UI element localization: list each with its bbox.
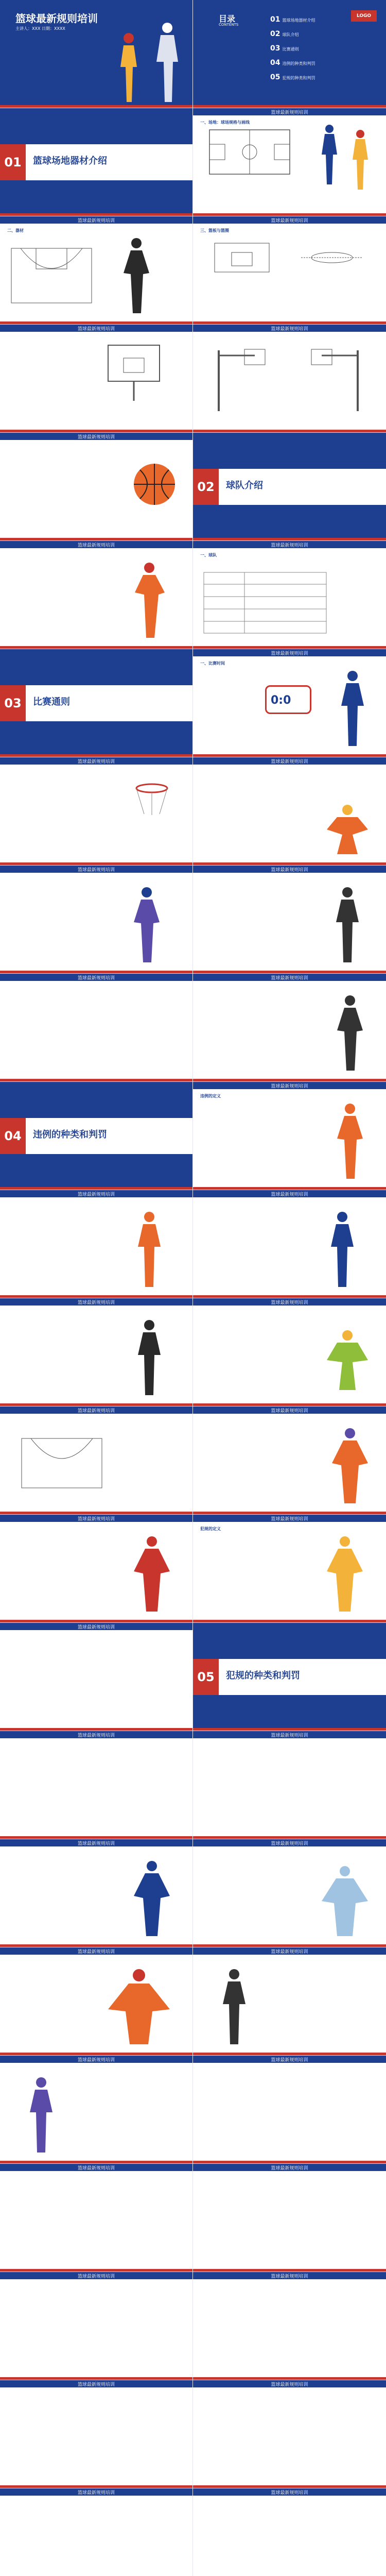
cover-title: 篮球最新规则培训 <box>15 12 98 25</box>
band-title: 篮球最新规则培训 <box>271 2490 308 2496</box>
red-stripe <box>0 2053 192 2055</box>
band-title: 篮球最新规则培训 <box>271 651 308 656</box>
red-stripe <box>0 538 192 540</box>
band-title: 篮球最新规则培训 <box>77 435 115 440</box>
content-slide <box>193 649 386 757</box>
section-number: 04 <box>0 1118 26 1154</box>
slide-heading: 一、球队 <box>200 553 217 557</box>
band-title: 篮球最新规则培训 <box>77 976 115 981</box>
content-slide <box>193 757 386 866</box>
row-14 <box>0 1406 386 1515</box>
cover-slide <box>0 0 193 108</box>
title-band <box>193 2056 386 2063</box>
toc-item-number: 03 <box>270 44 280 53</box>
player-silhouette-icon <box>322 1211 363 1288</box>
red-stripe <box>0 2485 192 2488</box>
red-stripe <box>193 1512 386 1514</box>
red-stripe <box>0 971 192 973</box>
slide-heading: 三、篮板与篮圈 <box>200 228 229 233</box>
content-slide <box>0 866 193 974</box>
toc-item-number: 02 <box>270 30 280 38</box>
band-title: 篮球最新规则培训 <box>271 1409 308 1414</box>
player-silhouette-icon <box>129 1860 175 1937</box>
band-title: 篮球最新规则培训 <box>271 2058 308 2063</box>
band-title: 篮球最新规则培训 <box>271 868 308 873</box>
red-stripe <box>193 1836 386 1839</box>
court-diagram-icon <box>10 247 93 304</box>
red-stripe <box>0 1295 192 1298</box>
logo-badge: LOGO <box>351 10 377 22</box>
content-slide <box>0 1731 193 1839</box>
slide-heading: 二、器材 <box>7 228 24 233</box>
section-slide-03 <box>0 649 193 757</box>
band-title: 篮球最新规则培训 <box>77 2382 115 2387</box>
red-stripe <box>193 213 386 216</box>
row-19 <box>0 1947 386 2056</box>
content-slide <box>193 2488 386 2576</box>
content-slide <box>193 541 386 649</box>
row-3 <box>0 216 386 325</box>
content-slide <box>0 541 193 649</box>
title-band <box>193 866 386 873</box>
red-stripe <box>0 105 192 108</box>
title-band <box>193 2380 386 2387</box>
red-stripe <box>0 430 192 432</box>
band-title: 篮球最新规则培训 <box>271 1733 308 1738</box>
section-banner <box>193 469 386 505</box>
player-silhouette-icon <box>129 1535 175 1613</box>
red-stripe <box>193 862 386 865</box>
title-band <box>0 2488 192 2496</box>
red-stripe <box>193 1295 386 1298</box>
band-title: 篮球最新规则培训 <box>271 218 308 224</box>
section-slide-05 <box>193 1623 386 1731</box>
player-silhouette-icon <box>118 237 154 314</box>
band-title: 篮球最新规则培训 <box>77 1517 115 1522</box>
player-silhouette-icon <box>129 1319 170 1396</box>
player-silhouette-icon <box>327 886 368 963</box>
content-slide <box>193 2056 386 2164</box>
content-slide <box>0 433 193 541</box>
red-stripe <box>0 754 192 757</box>
slide-heading: 犯规的定义 <box>200 1527 221 1531</box>
band-title: 篮球最新规则培训 <box>77 2058 115 2063</box>
red-stripe <box>193 1620 386 1622</box>
player-silhouette-icon <box>317 124 342 185</box>
section-slide-01 <box>0 108 193 216</box>
title-band <box>193 1947 386 1955</box>
player-silhouette-icon <box>129 1211 170 1288</box>
red-stripe <box>193 2161 386 2163</box>
player-silhouette-icon <box>322 804 373 855</box>
title-band <box>0 541 192 548</box>
row-21 <box>0 2164 386 2272</box>
content-slide <box>193 1406 386 1515</box>
red-stripe <box>193 2269 386 2272</box>
section-number: 02 <box>193 469 219 505</box>
toc-item-number: 05 <box>270 73 280 81</box>
content-slide <box>193 1839 386 1947</box>
content-slide <box>193 974 386 1082</box>
title-band <box>193 649 386 656</box>
row-17 <box>0 1731 386 1839</box>
red-stripe <box>193 538 386 540</box>
hoop-stand-icon <box>306 345 368 412</box>
band-title: 篮球最新规则培训 <box>77 2490 115 2496</box>
red-stripe <box>0 1403 192 1406</box>
row-9 <box>0 866 386 974</box>
red-stripe <box>193 2053 386 2055</box>
band-title: 篮球最新规则培训 <box>271 1950 308 1955</box>
toc-item[interactable] <box>270 30 299 38</box>
title-band <box>193 1298 386 1306</box>
title-band <box>0 433 192 440</box>
content-slide <box>193 108 386 216</box>
score-digits: 0:0 <box>271 694 291 707</box>
content-slide <box>193 1731 386 1839</box>
band-title: 篮球最新规则培训 <box>271 2274 308 2279</box>
band-title: 篮球最新规则培训 <box>77 1841 115 1846</box>
section-title: 比赛通则 <box>33 697 70 707</box>
title-band <box>0 325 192 332</box>
band-title: 篮球最新规则培训 <box>77 218 115 224</box>
player-silhouette-icon <box>214 1968 255 2045</box>
title-band <box>193 974 386 981</box>
red-stripe <box>193 754 386 757</box>
title-band <box>0 2056 192 2063</box>
red-stripe <box>0 1079 192 1081</box>
title-band <box>0 866 192 873</box>
red-stripe <box>193 105 386 108</box>
section-slide-04 <box>0 1082 193 1190</box>
band-title: 篮球最新规则培训 <box>77 2274 115 2279</box>
title-band <box>193 1190 386 1197</box>
red-stripe <box>0 862 192 865</box>
band-title: 篮球最新规则培训 <box>271 2382 308 2387</box>
hoop-stand-icon <box>208 345 270 412</box>
band-title: 篮球最新规则培训 <box>77 543 115 548</box>
toc-item-label: 比赛通则 <box>282 47 299 52</box>
content-slide <box>0 325 193 433</box>
red-stripe <box>0 321 192 324</box>
player-silhouette-icon <box>332 994 368 1072</box>
title-band <box>0 1298 192 1306</box>
section-title: 篮球场地器材介绍 <box>33 156 107 166</box>
toc-subheading: CONTENTS <box>219 23 239 27</box>
title-band <box>0 1515 192 1522</box>
row-12 <box>0 1190 386 1298</box>
content-slide <box>0 1515 193 1623</box>
row-6 <box>0 541 386 649</box>
toc-heading: 目录 <box>219 14 236 24</box>
band-title: 篮球最新规则培训 <box>271 110 308 115</box>
title-band <box>0 1406 192 1414</box>
content-slide <box>0 1406 193 1515</box>
title-band <box>0 1623 192 1630</box>
red-stripe <box>0 1620 192 1622</box>
row-5 <box>0 433 386 541</box>
toc-item-label: 犯规的种类和判罚 <box>282 76 315 80</box>
band-title: 篮球最新规则培训 <box>77 1300 115 1306</box>
title-band <box>193 1406 386 1414</box>
row-18 <box>0 1839 386 1947</box>
title-band <box>193 1839 386 1846</box>
band-title: 篮球最新规则培训 <box>77 1950 115 1955</box>
content-slide <box>0 1623 193 1731</box>
title-band <box>0 2164 192 2171</box>
title-band <box>193 2272 386 2279</box>
player-silhouette-icon <box>149 21 185 103</box>
row-15 <box>0 1515 386 1623</box>
toc-slide <box>193 0 386 108</box>
band-title: 篮球最新规则培训 <box>77 1733 115 1738</box>
content-slide <box>0 757 193 866</box>
band-title: 篮球最新规则培训 <box>77 1625 115 1630</box>
title-band <box>0 974 192 981</box>
player-silhouette-icon <box>21 2076 62 2154</box>
player-silhouette-icon <box>327 1427 373 1504</box>
red-stripe <box>0 1187 192 1190</box>
player-silhouette-icon <box>317 1865 373 1937</box>
toc-item[interactable] <box>270 73 315 81</box>
content-slide <box>193 1947 386 2056</box>
content-slide <box>0 1947 193 2056</box>
title-band <box>0 216 192 224</box>
row-1 <box>0 0 386 108</box>
row-24 <box>0 2488 386 2576</box>
row-23 <box>0 2380 386 2488</box>
title-band <box>0 2272 192 2279</box>
content-slide <box>0 2488 193 2576</box>
band-title: 篮球最新规则培训 <box>271 976 308 981</box>
player-silhouette-icon <box>332 670 373 747</box>
red-stripe <box>193 1187 386 1190</box>
content-slide <box>0 1298 193 1406</box>
title-band <box>193 2488 386 2496</box>
red-stripe <box>0 213 192 216</box>
section-title: 犯规的种类和判罚 <box>226 1670 300 1681</box>
toc-item-number: 04 <box>270 59 280 67</box>
section-number: 01 <box>0 144 26 180</box>
content-slide <box>193 2272 386 2380</box>
content-slide <box>193 216 386 325</box>
player-silhouette-icon <box>129 562 170 639</box>
red-stripe <box>193 1403 386 1406</box>
red-stripe <box>193 2485 386 2488</box>
court-diagram-icon <box>208 129 291 175</box>
title-band <box>193 108 386 115</box>
band-title: 篮球最新规则培训 <box>77 759 115 765</box>
row-7 <box>0 649 386 757</box>
toc-item-label: 篮球场地器材介绍 <box>282 18 315 23</box>
title-band <box>0 1190 192 1197</box>
content-slide <box>0 2272 193 2380</box>
content-slide <box>0 1839 193 1947</box>
slide-heading: 一、场地：球场规格与画线 <box>200 120 250 125</box>
red-stripe <box>193 971 386 973</box>
player-silhouette-icon <box>108 31 149 103</box>
scoreboard-icon <box>265 685 311 714</box>
content-slide <box>193 325 386 433</box>
player-silhouette-icon <box>322 1329 373 1391</box>
title-band <box>0 2380 192 2387</box>
title-band <box>193 216 386 224</box>
red-stripe <box>193 1944 386 1947</box>
band-title: 篮球最新规则培训 <box>271 327 308 332</box>
title-band <box>0 1731 192 1738</box>
content-slide <box>193 2380 386 2488</box>
band-title: 篮球最新规则培训 <box>77 327 115 332</box>
content-slide <box>0 216 193 325</box>
band-title: 篮球最新规则培训 <box>271 1192 308 1197</box>
backboard-diagram-icon <box>103 340 165 402</box>
toc-item[interactable] <box>270 44 299 53</box>
red-stripe <box>0 1728 192 1731</box>
section-title: 球队介绍 <box>226 480 263 491</box>
row-8 <box>0 757 386 866</box>
content-slide <box>193 1298 386 1406</box>
red-stripe <box>193 1728 386 1731</box>
rules-table-icon <box>203 572 327 634</box>
player-silhouette-icon <box>129 886 165 963</box>
red-stripe <box>0 1944 192 1947</box>
band-title: 篮球最新规则培训 <box>77 868 115 873</box>
player-silhouette-icon <box>332 1103 368 1180</box>
content-slide <box>0 2164 193 2272</box>
band-title: 篮球最新规则培训 <box>77 1192 115 1197</box>
row-11 <box>0 1082 386 1190</box>
content-slide <box>193 2164 386 2272</box>
title-band <box>193 1515 386 1522</box>
toc-item[interactable] <box>270 59 315 67</box>
cover-subtitle: 主讲人：XXX 日期：XXXX <box>15 26 65 31</box>
basketball-icon <box>129 459 180 510</box>
toc-item-label: 违例的种类和判罚 <box>282 61 315 66</box>
band-title: 篮球最新规则培训 <box>271 1084 308 1089</box>
hoop-icon <box>129 773 175 819</box>
row-10 <box>0 974 386 1082</box>
content-slide <box>0 1190 193 1298</box>
player-silhouette-icon <box>103 1968 175 2045</box>
band-title: 篮球最新规则培训 <box>271 543 308 548</box>
title-band <box>193 1731 386 1738</box>
section-title: 违例的种类和判罚 <box>33 1129 107 1140</box>
band-title: 篮球最新规则培训 <box>271 759 308 765</box>
title-band <box>193 325 386 332</box>
red-stripe <box>193 430 386 432</box>
band-title: 篮球最新规则培训 <box>271 2166 308 2171</box>
red-stripe <box>0 2161 192 2163</box>
title-band <box>0 757 192 765</box>
red-stripe <box>193 646 386 649</box>
content-slide <box>0 2056 193 2164</box>
section-banner <box>0 685 193 721</box>
section-slide-02 <box>193 433 386 541</box>
content-slide <box>0 2380 193 2488</box>
section-number: 05 <box>193 1659 219 1695</box>
player-silhouette-icon <box>322 1535 368 1613</box>
row-2 <box>0 108 386 216</box>
red-stripe <box>0 1836 192 1839</box>
content-slide <box>0 974 193 1082</box>
row-22 <box>0 2272 386 2380</box>
band-title: 篮球最新规则培训 <box>77 2166 115 2171</box>
slide-heading: 一、比赛时间 <box>200 661 225 666</box>
row-13 <box>0 1298 386 1406</box>
red-stripe <box>0 2269 192 2272</box>
player-silhouette-icon <box>347 129 373 191</box>
title-band <box>193 541 386 548</box>
content-slide <box>193 1190 386 1298</box>
band-title: 篮球最新规则培训 <box>77 1409 115 1414</box>
title-band <box>193 2164 386 2171</box>
toc-item-number: 01 <box>270 15 280 24</box>
red-stripe <box>193 1079 386 1081</box>
hoop-diagram-icon <box>296 242 368 273</box>
content-slide <box>193 866 386 974</box>
band-title: 篮球最新规则培训 <box>271 1517 308 1522</box>
row-20 <box>0 2056 386 2164</box>
band-title: 篮球最新规则培训 <box>271 1300 308 1306</box>
red-stripe <box>0 646 192 649</box>
content-slide <box>193 1082 386 1190</box>
title-band <box>0 1947 192 1955</box>
red-stripe <box>193 321 386 324</box>
red-stripe <box>193 2377 386 2380</box>
title-band <box>0 1839 192 1846</box>
section-number: 03 <box>0 685 26 721</box>
content-slide <box>193 1515 386 1623</box>
court-diagram-icon <box>21 1437 103 1489</box>
row-4 <box>0 325 386 433</box>
backboard-diagram-icon <box>214 242 270 273</box>
row-16 <box>0 1623 386 1731</box>
red-stripe <box>0 2377 192 2380</box>
title-band <box>193 757 386 765</box>
toc-item[interactable] <box>270 15 315 24</box>
title-band <box>193 1082 386 1089</box>
toc-item-label: 球队介绍 <box>282 32 299 37</box>
slide-heading: 违例的定义 <box>200 1094 221 1098</box>
band-title: 篮球最新规则培训 <box>271 1841 308 1846</box>
red-stripe <box>0 1512 192 1514</box>
